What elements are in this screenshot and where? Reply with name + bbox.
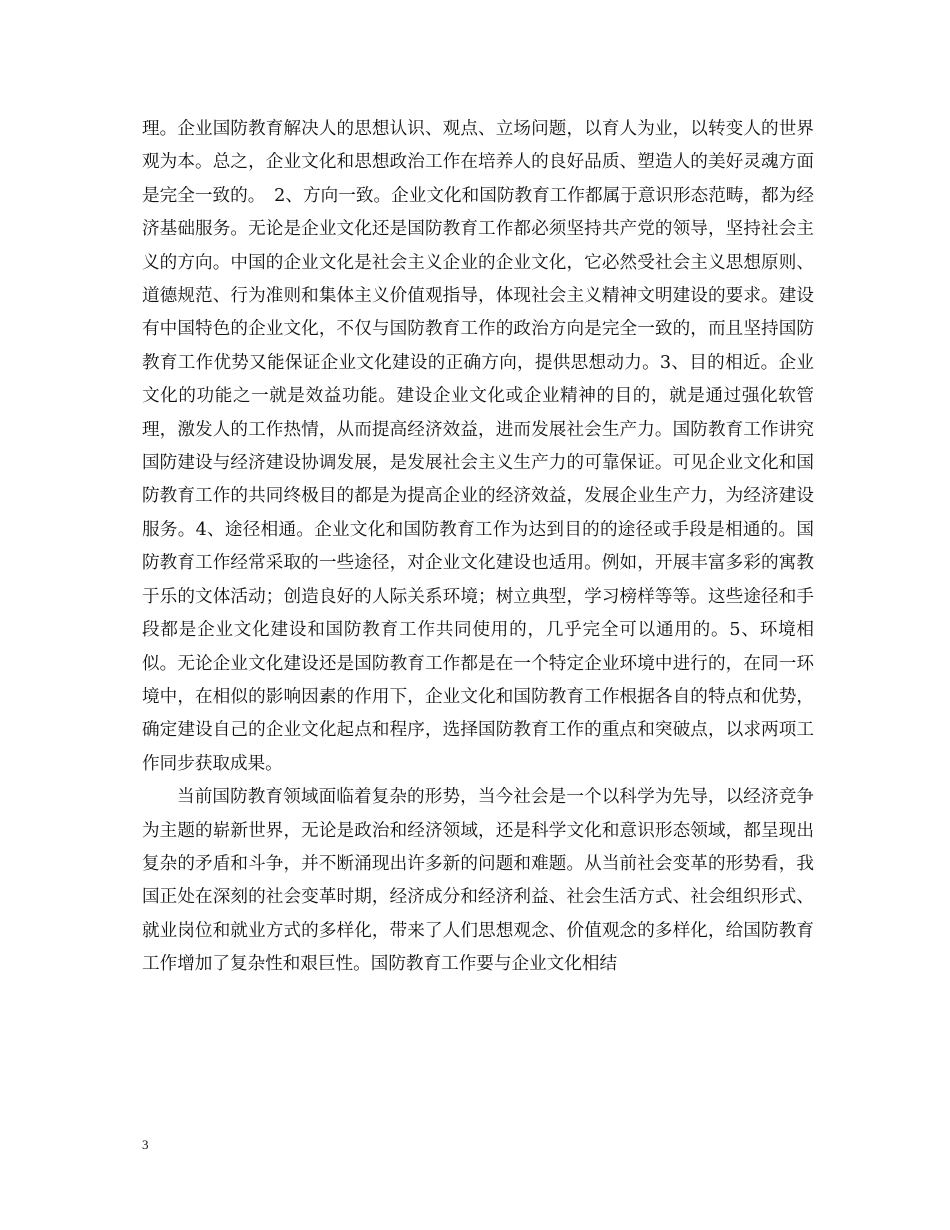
paragraph-continuation: 理。企业国防教育解决人的思想认识、观点、立场问题，以育人为业，以转变人的世界观为本。总之，企业文化和思想政治工作在培养人的良好品质、塑造人的美好灵魂方面是完全一致的。 2、方向一致。企业文化和国防教育工作都属于意识形态范畴，都为经济基础服务。无论是企业文化还是国防教育工作都必须坚持共产党的领导，坚持社会主义的方向。中国的企业文化是社会主义企业的企业文化，它必然受社会主义思想原则、道德规范、行为准则和集体主义价值观指导，体现社会主义精神文明建设的要求。建设有中国特色的企业文化，不仅与国防教育工作的政治方向是完全一致的，而且坚持国防教育工作优势又能保证企业文化建设的正确方向，提供思想动力。3、目的相近。企业文化的功能之一就是效益功能。建设企业文化或企业精神的目的，就是通过强化软管理，激发人的工作热情，从而提高经济效益，进而发展社会生产力。国防教育工作讲究国防建设与经济建设协调发展，是发展社会主义生产力的可靠保证。可见企业文化和国防教育工作的共同终极目的都是为提高企业的经济效益，发展企业生产力，为经济建设服务。4、途径相通。企业文化和国防教育工作为达到目的的途径或手段是相通的。国防教育工作经常采取的一些途径，对企业文化建设也适用。例如，开展丰富多彩的寓教于乐的文体活动；创造良好的人际关系环境；树立典型，学习榜样等等。这些途径和手段都是企业文化建设和国防教育工作共同使用的，几乎完全可以通用的。5、环境相似。无论企业文化建设还是国防教育工作都是在一个特定企业环境中进行的，在同一环境中，在相似的影响因素的作用下，企业文化和国防教育工作根据各自的特点和优势，确定建设自己的企业文化起点和程序，选择国防教育工作的重点和突破点，以求两项工作同步获取成果。 [142, 119, 814, 774]
body-text [142, 113, 814, 982]
paragraph-current-situation: 当前国防教育领域面临着复杂的形势，当今社会是一个以科学为先导，以经济竞争为主题的崭新世界，无论是政治和经济领域，还是科学文化和意识形态领域，都呈现出复杂的矛盾和斗争，并不断涌现出许多新的问题和难题。从当前社会变革的形势看，我国正处在深刻的社会变革时期，经济成分和经济利益、社会生活方式、社会组织形式、就业岗位和就业方式的多样化，带来了人们思想观念、价值观念的多样化，给国防教育工作增加了复杂性和艰巨性。国防教育工作要与企业文化相结 [142, 787, 814, 975]
page-number: 3 [142, 1137, 149, 1152]
